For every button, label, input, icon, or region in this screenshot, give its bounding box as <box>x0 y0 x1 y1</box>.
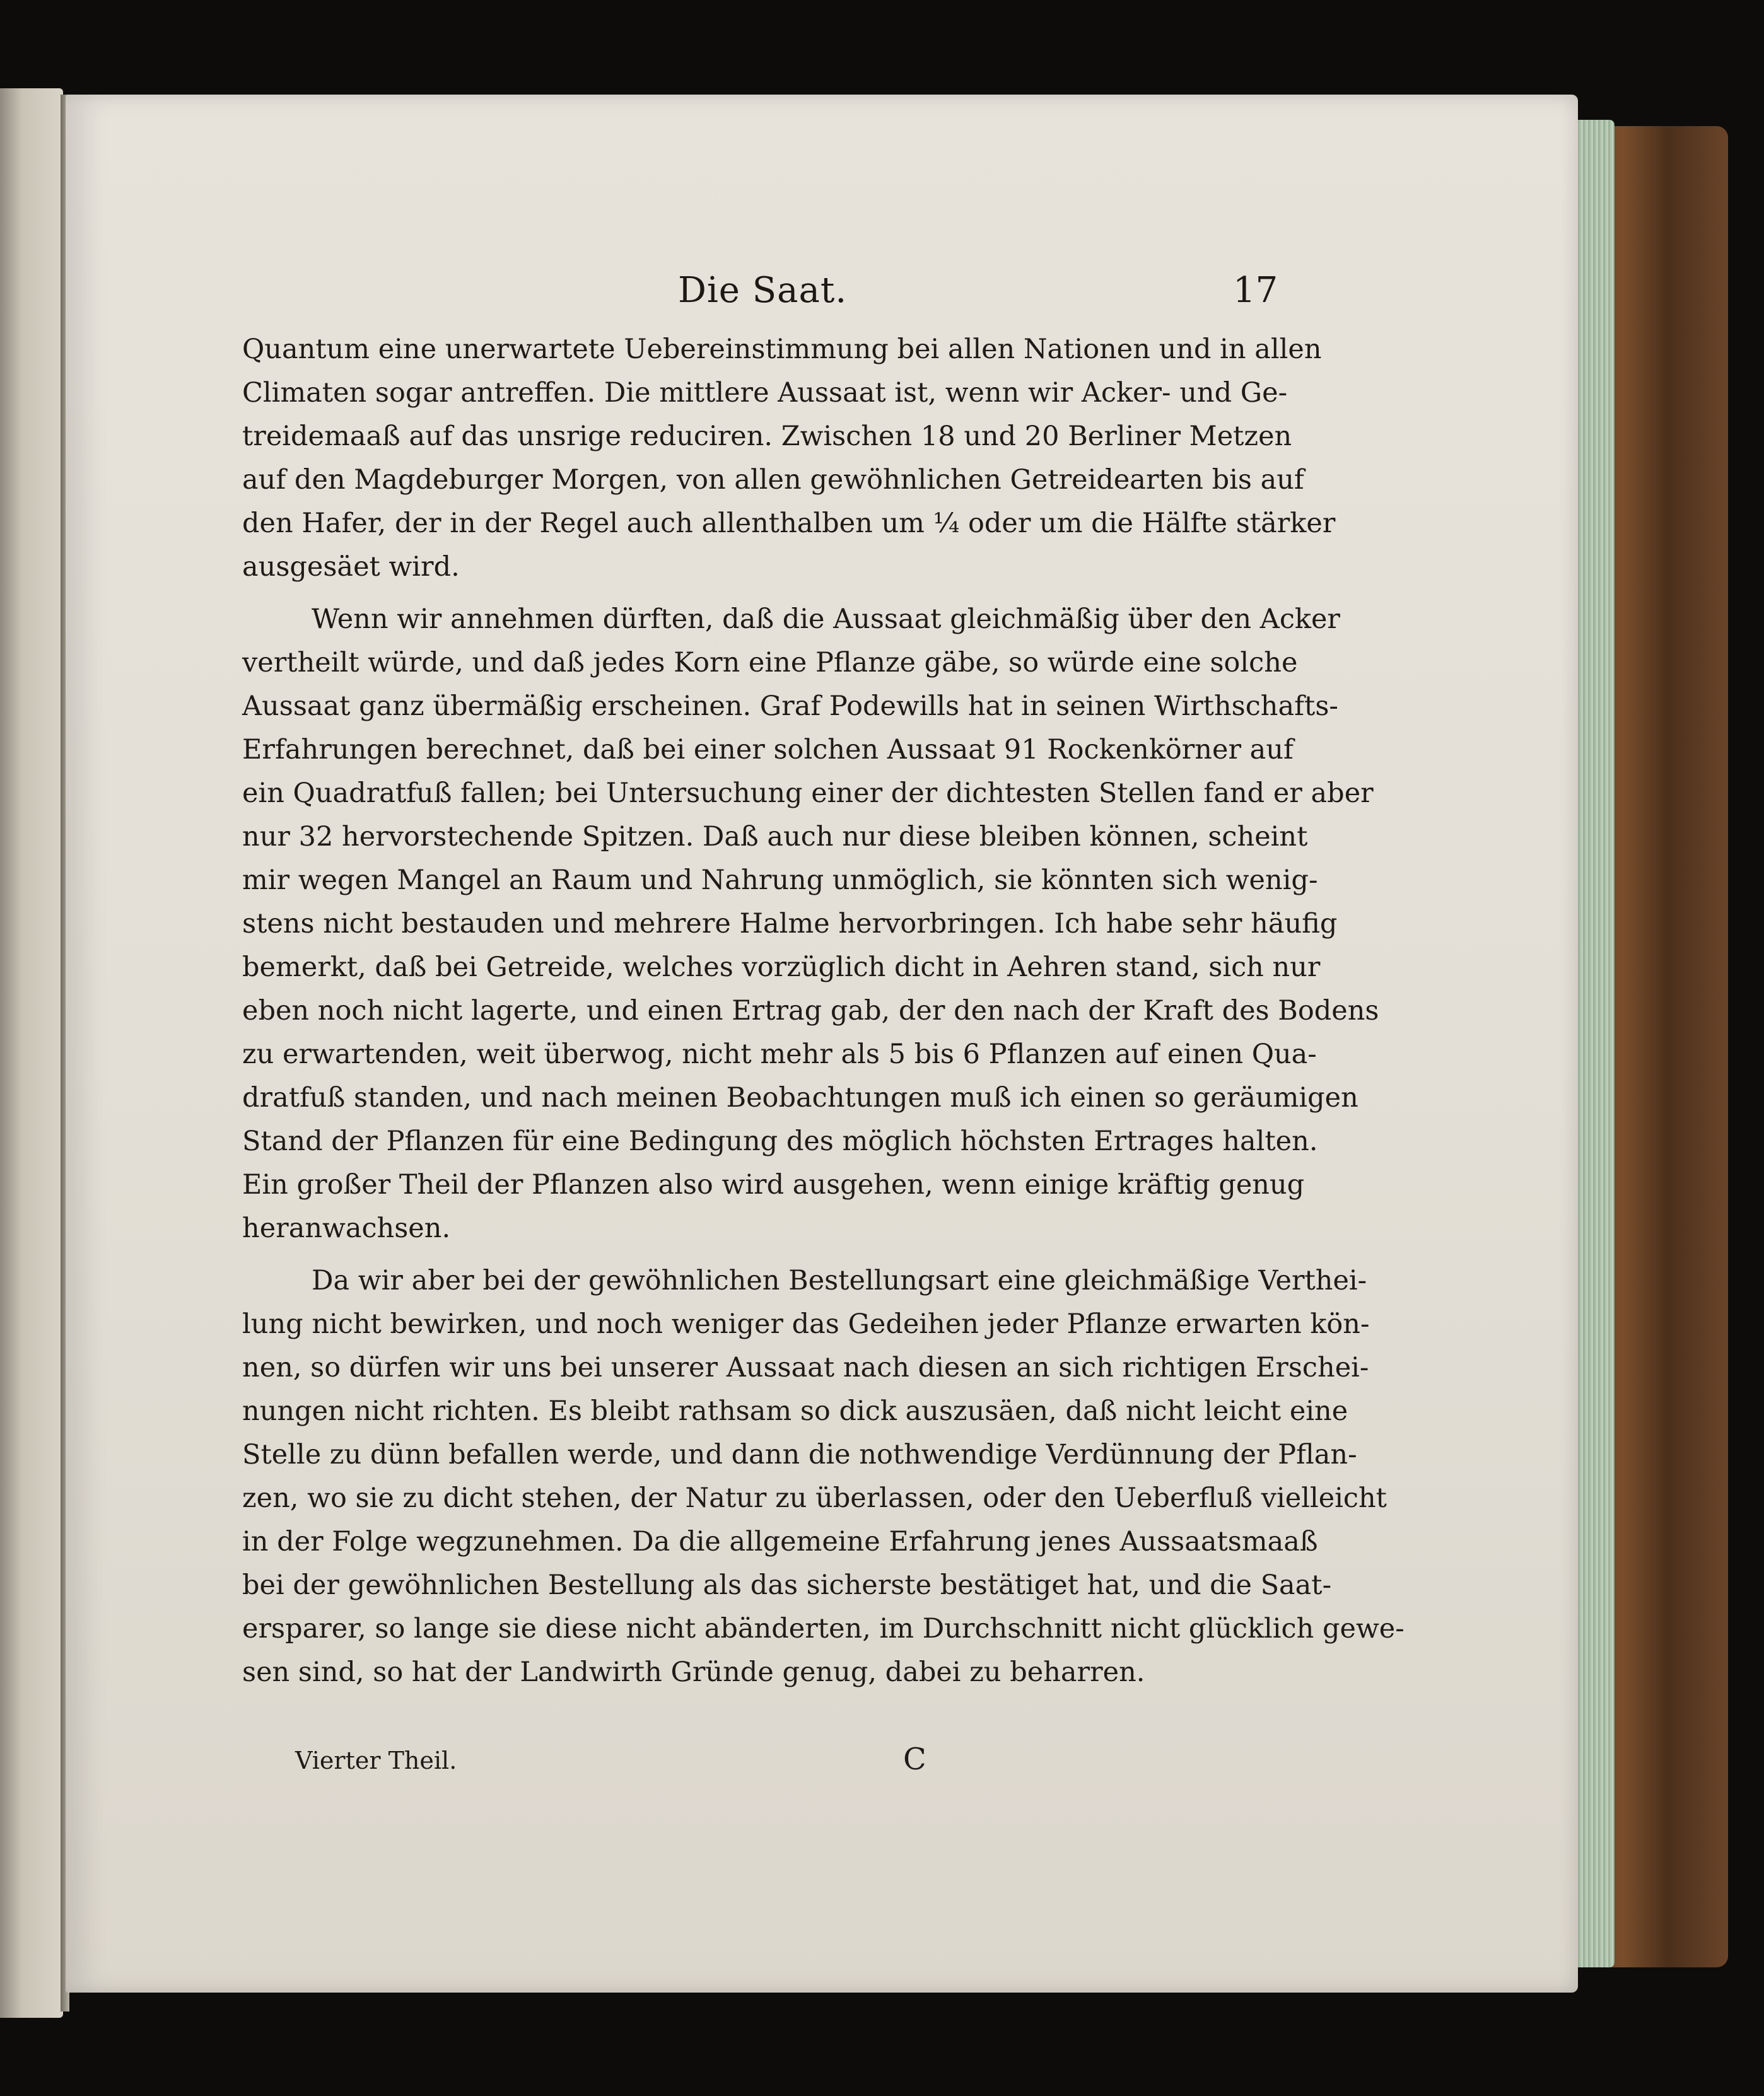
sheet-mark: C <box>903 1742 926 1777</box>
text-line: mir wegen Mangel an Raum und Nahrung unmöglich, sie könnten sich wenig- <box>242 865 1318 896</box>
text-line: Erfahrungen berechnet, daß bei einer solchen Aussaat 91 Rockenkörner auf <box>242 734 1294 766</box>
text-line: Aussaat ganz übermäßig erscheinen. Graf Podewills hat in seinen Wirthschafts- <box>242 690 1338 722</box>
left-page-edge <box>0 88 63 2018</box>
text-line: treidemaaß auf das unsrige reduciren. Zwischen 18 und 20 Berliner Metzen <box>242 421 1292 452</box>
text-line: Climaten sogar antreffen. Die mittlere Aussaat ist, wenn wir Acker- und Ge- <box>242 377 1288 409</box>
text-line: lung nicht bewirken, und noch weniger das Gedeihen jeder Pflanze erwarten kön- <box>242 1308 1370 1340</box>
text-line: zen, wo sie zu dicht stehen, der Natur zu überlassen, oder den Ueberfluß vielleicht <box>242 1482 1387 1514</box>
text-line: ausgesäet wird. <box>242 551 460 583</box>
text-line: ein Quadratfuß fallen; bei Untersuchung einer der dichtesten Stellen fand er aber <box>242 777 1374 809</box>
text-line: stens nicht bestauden und mehrere Halme hervorbringen. Ich habe sehr häufig <box>242 908 1338 940</box>
text-line: eben noch nicht lagerte, und einen Ertrag gab, der den nach der Kraft des Bodens <box>242 995 1379 1027</box>
text-line: bemerkt, daß bei Getreide, welches vorzüglich dicht in Aehren stand, sich nur <box>242 952 1321 983</box>
text-line: in der Folge wegzunehmen. Da die allgemeine Erfahrung jenes Aussaatsmaaß <box>242 1526 1318 1557</box>
text-line: Stelle zu dünn befallen werde, und dann die nothwendige Verdünnung der Pflan- <box>242 1439 1357 1470</box>
text-line: zu erwartenden, weit überwog, nicht mehr als 5 bis 6 Pflanzen auf einen Qua- <box>242 1039 1317 1070</box>
body-text <box>242 328 1405 1694</box>
text-line: nen, so dürfen wir uns bei unserer Aussaat nach diesen an sich richtigen Erschei- <box>242 1352 1369 1383</box>
text-line: Ein großer Theil der Pflanzen also wird ausgehen, wenn einige kräftig genug <box>242 1169 1305 1201</box>
signature-mark: Vierter Theil. <box>295 1747 457 1774</box>
text-line: ersparer, so lange sie diese nicht abänderten, im Durchschnitt nicht glücklich gewe- <box>242 1613 1405 1645</box>
text-line: Wenn wir annehmen dürften, daß die Aussaat gleichmäßig über den Acker <box>312 603 1340 635</box>
text-line: bei der gewöhnlichen Bestellung als das sicherste bestätiget hat, und die Saat- <box>242 1569 1332 1601</box>
text-line: heranwachsen. <box>242 1213 451 1244</box>
text-line: nungen nicht richten. Es bleibt rathsam so dick auszusäen, daß nicht leicht eine <box>242 1395 1348 1427</box>
text-line: auf den Magdeburger Morgen, von allen gewöhnlichen Getreidearten bis auf <box>242 464 1304 496</box>
text-line: den Hafer, der in der Regel auch allenthalben um ¼ oder um die Hälfte stärker <box>242 508 1336 539</box>
paragraph-1 <box>242 328 1336 589</box>
text-line: Stand der Pflanzen für eine Bedingung des möglich höchsten Ertrages halten. <box>242 1126 1318 1157</box>
running-head: Die Saat. <box>678 270 848 311</box>
text-line: Quantum eine unerwartete Uebereinstimmung bei allen Nationen und in allen <box>242 334 1322 365</box>
text-line: sen sind, so hat der Landwirth Gründe genug, dabei zu beharren. <box>242 1656 1145 1688</box>
text-line: vertheilt würde, und daß jedes Korn eine Pflanze gäbe, so würde eine solche <box>242 647 1298 678</box>
paragraph-3 <box>242 1259 1405 1694</box>
page-number: 17 <box>1233 270 1278 311</box>
paragraph-2 <box>242 598 1379 1250</box>
text-line: Da wir aber bei der gewöhnlichen Bestellungsart eine gleichmäßige Verthei- <box>312 1265 1367 1296</box>
text-line: dratfuß standen, und nach meinen Beobachtungen muß ich einen so geräumigen <box>242 1082 1358 1114</box>
text-line: nur 32 hervorstechende Spitzen. Daß auch nur diese bleiben können, scheint <box>242 821 1308 853</box>
